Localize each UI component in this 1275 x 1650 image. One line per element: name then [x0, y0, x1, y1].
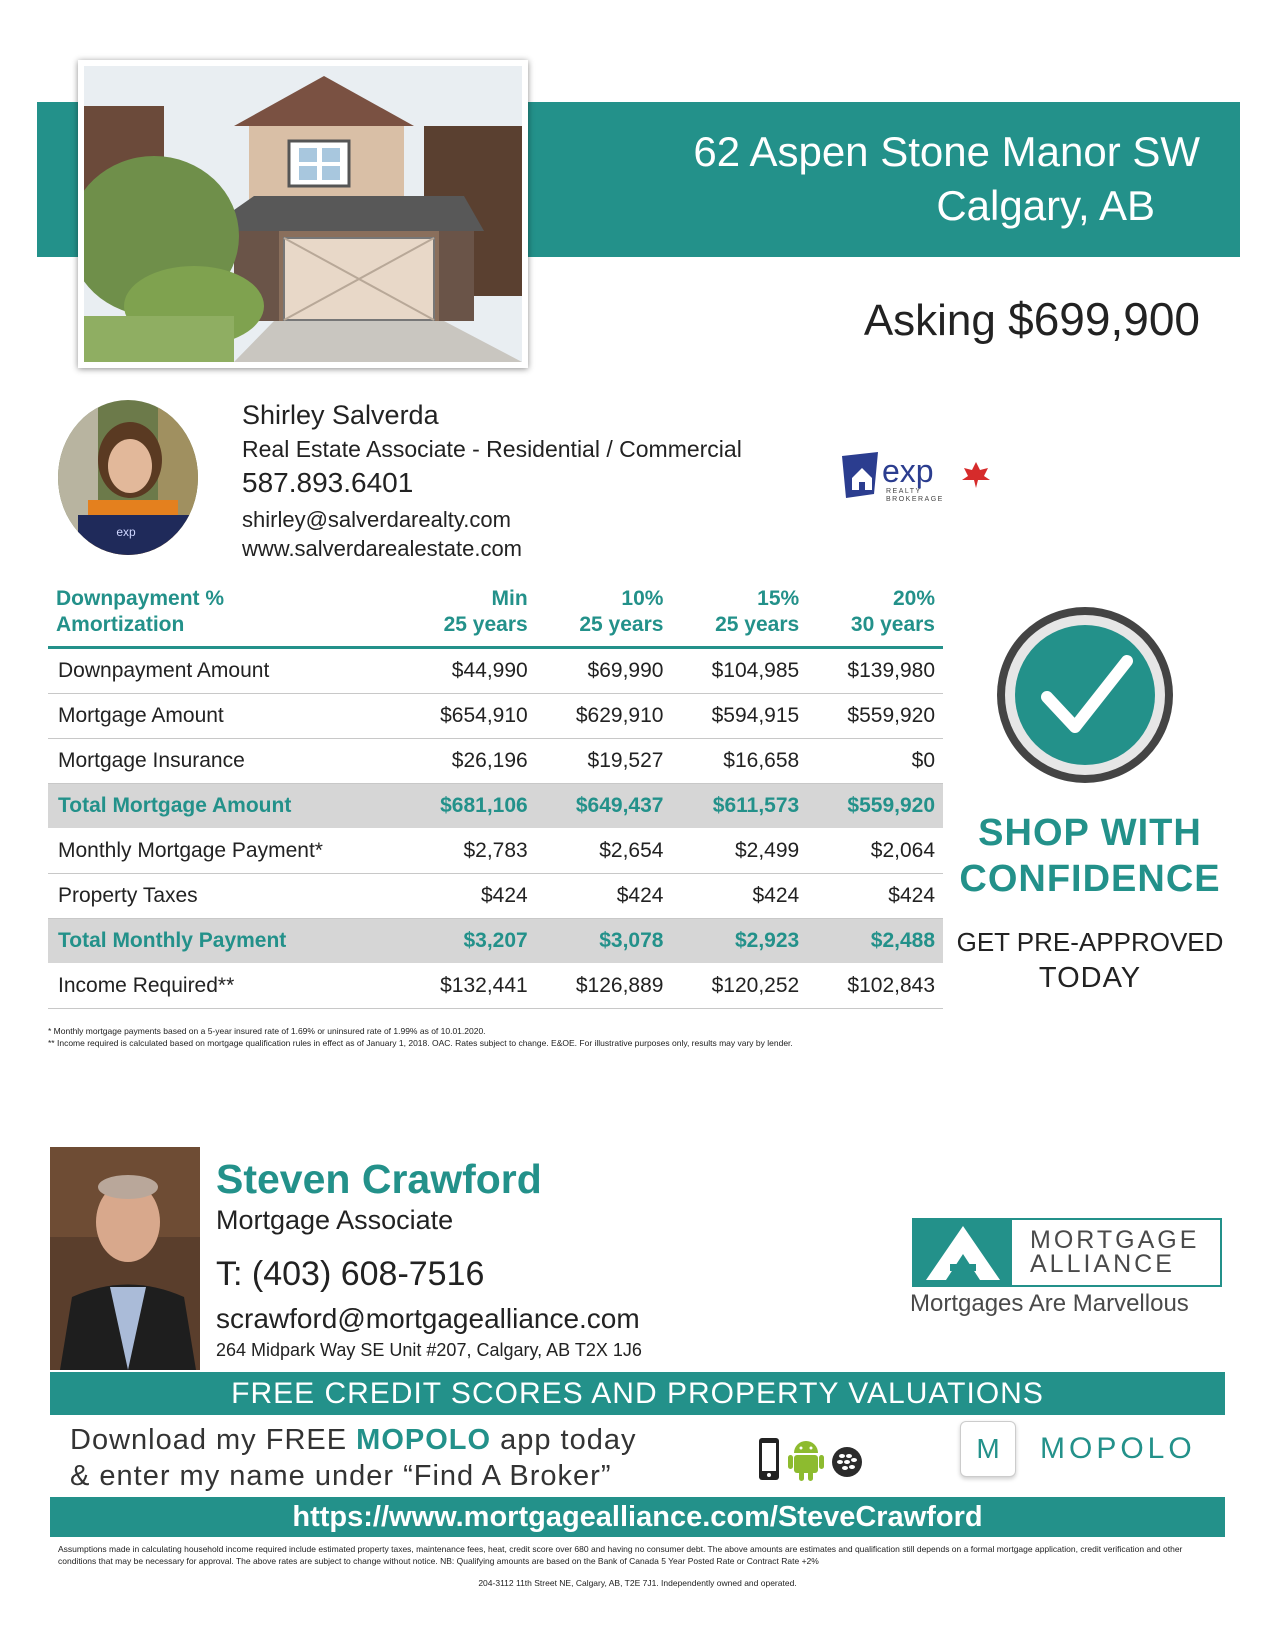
download-line-1: [70, 1424, 637, 1457]
asking-price: [864, 292, 1200, 346]
table-cell: $19,527: [536, 739, 672, 784]
table-cell: $3,207: [400, 919, 536, 964]
table-cell: $681,106: [400, 784, 536, 829]
table-cell: $26,196: [400, 739, 536, 784]
table-cell: $424: [400, 874, 536, 919]
header-label: [48, 582, 400, 648]
table-cell: $611,573: [671, 784, 807, 829]
table-cell: $139,980: [807, 648, 943, 694]
table-row: [48, 648, 943, 694]
realtor-title: Real Estate Associate - Residential / Commercial: [242, 436, 742, 462]
broker-phone[interactable]: T: (403) 608-7516: [216, 1255, 485, 1293]
table-cell: $102,843: [807, 964, 943, 1009]
table-row-highlight: [48, 919, 943, 964]
table-cell: $2,923: [671, 919, 807, 964]
realtor-avatar: [58, 400, 198, 555]
row-label: Downpayment Amount: [48, 648, 400, 694]
footnote-1: * Monthly mortgage payments based on a 5-year insured rate of 1.69% or uninsured rate of 1.99% as of 10.01.2020.: [48, 1026, 486, 1036]
exp-brokerage-text: BROKERAGE: [886, 496, 944, 503]
mopolo-wordmark: MOPOLO: [1040, 1432, 1196, 1465]
android-icon: [788, 1437, 824, 1481]
mortgage-alliance-word-1: MORTGAGE: [1030, 1226, 1200, 1254]
broker-address: 264 Midpark Way SE Unit #207, Calgary, AB T2X 1J6: [216, 1340, 642, 1360]
table-cell: $594,915: [671, 694, 807, 739]
column-header: 10% 25 years: [536, 582, 672, 648]
broker-photo: [50, 1147, 200, 1370]
promo-get-preapproved: GET PRE-APPROVED: [956, 927, 1224, 957]
realtor-phone[interactable]: 587.893.6401: [242, 467, 414, 498]
asking-label: Asking: [863, 296, 996, 345]
table-cell: $2,499: [671, 829, 807, 874]
row-label: Total Monthly Payment: [48, 919, 400, 964]
asking-amount: $699,900: [1008, 293, 1200, 345]
table-cell: $2,654: [536, 829, 672, 874]
row-label: Total Mortgage Amount: [48, 784, 400, 829]
row-label: Property Taxes: [48, 874, 400, 919]
exp-wordmark: exp: [882, 453, 934, 489]
office-address: 204-3112 11th Street NE, Calgary, AB, T2E 7J1. Independently owned and operated.: [478, 1578, 797, 1588]
mortgage-alliance-word-2: ALLIANCE: [1030, 1250, 1175, 1278]
broker-name: Steven Crawford: [216, 1156, 542, 1202]
address-line-2: Calgary, AB: [936, 182, 1155, 229]
table-cell: $132,441: [400, 964, 536, 1009]
table-cell: $424: [536, 874, 672, 919]
footnote-2: ** Income required is calculated based on mortgage qualification rules in effect as of January 1, 2018. OAC. Rates subject to change. E&OE. For illustrative purposes only, results may vary by lender.: [48, 1038, 793, 1048]
header-amortization-label: Amortization: [56, 613, 185, 636]
broker-title: Mortgage Associate: [216, 1205, 454, 1235]
download-prefix: Download my FREE: [70, 1424, 357, 1456]
table-cell: $559,920: [807, 784, 943, 829]
maple-leaf-icon: [962, 462, 990, 488]
free-services-banner: FREE CREDIT SCORES AND PROPERTY VALUATIONS: [50, 1372, 1225, 1415]
download-suffix: app today: [491, 1424, 637, 1456]
table-cell: $0: [807, 739, 943, 784]
exp-realty-text: REALTY: [886, 488, 922, 495]
realtor-name: Shirley Salverda: [242, 400, 439, 430]
broker-url-link[interactable]: https://www.mortgagealliance.com/SteveCrawford: [50, 1497, 1225, 1537]
table-row: [48, 964, 943, 1009]
download-app-name: MOPOLO: [356, 1424, 492, 1456]
checkmark-icon: [995, 605, 1175, 785]
promo-today: TODAY: [1038, 962, 1142, 994]
disclaimer-text: Assumptions made in calculating household income required include estimated property taxes, maintenance fees, heat, credit score over 680 and having no consumer debt. The above amounts are estimates and qualification still depends on a formal mortgage application, credit verification and other conditions that may be necessary for approval. The above rates are subject to change without notice. NB: Qualifying amounts are based on the Bank of Canada 5 Year Posted Rate or Contract Rate +2%: [58, 1544, 1183, 1566]
table-cell: $629,910: [536, 694, 672, 739]
row-label: Income Required**: [48, 964, 400, 1009]
exp-realty-logo: [838, 448, 998, 506]
table-cell: $424: [671, 874, 807, 919]
table-cell: $69,990: [536, 648, 672, 694]
mortgage-alliance-tagline: Mortgages Are Marvellous: [910, 1290, 1189, 1317]
table-cell: $424: [807, 874, 943, 919]
table-cell: $120,252: [671, 964, 807, 1009]
house-photo: [84, 66, 522, 362]
mortgage-table: [48, 582, 943, 1009]
column-header: 20% 30 years: [807, 582, 943, 648]
table-row: [48, 694, 943, 739]
realtor-website[interactable]: www.salverdarealestate.com: [242, 536, 523, 561]
realtor-email[interactable]: shirley@salverdarealty.com: [242, 507, 511, 532]
row-label: Mortgage Insurance: [48, 739, 400, 784]
table-cell: $2,064: [807, 829, 943, 874]
header-downpayment-label: Downpayment %: [56, 587, 225, 610]
download-line-2: & enter my name under “Find A Broker”: [70, 1460, 612, 1492]
table-row-highlight: [48, 784, 943, 829]
table-cell: $16,658: [671, 739, 807, 784]
promo-shop-with: SHOP WITH: [978, 812, 1202, 854]
table-cell: $649,437: [536, 784, 672, 829]
table-header-row: [48, 582, 943, 648]
table-cell: $44,990: [400, 648, 536, 694]
address-line-1: 62 Aspen Stone Manor SW: [693, 128, 1200, 175]
broker-email[interactable]: scrawford@mortgagealliance.com: [216, 1303, 640, 1334]
column-header: Min 25 years: [400, 582, 536, 648]
table-cell: $2,488: [807, 919, 943, 964]
table-row: [48, 829, 943, 874]
table-row: [48, 874, 943, 919]
promo-confidence: CONFIDENCE: [959, 858, 1221, 900]
avatar-badge: exp: [116, 525, 136, 539]
mopolo-app-icon[interactable]: M: [960, 1421, 1016, 1477]
row-label: Monthly Mortgage Payment*: [48, 829, 400, 874]
column-header: 15% 25 years: [671, 582, 807, 648]
row-label: Mortgage Amount: [48, 694, 400, 739]
mortgage-alliance-mark-icon: [914, 1220, 1012, 1285]
table-cell: $654,910: [400, 694, 536, 739]
blackberry-icon: [831, 1446, 863, 1478]
table-cell: $3,078: [536, 919, 672, 964]
table-cell: $559,920: [807, 694, 943, 739]
mobile-phone-icon: [757, 1437, 781, 1481]
table-cell: $2,783: [400, 829, 536, 874]
table-cell: $126,889: [536, 964, 672, 1009]
table-row: [48, 739, 943, 784]
table-cell: $104,985: [671, 648, 807, 694]
